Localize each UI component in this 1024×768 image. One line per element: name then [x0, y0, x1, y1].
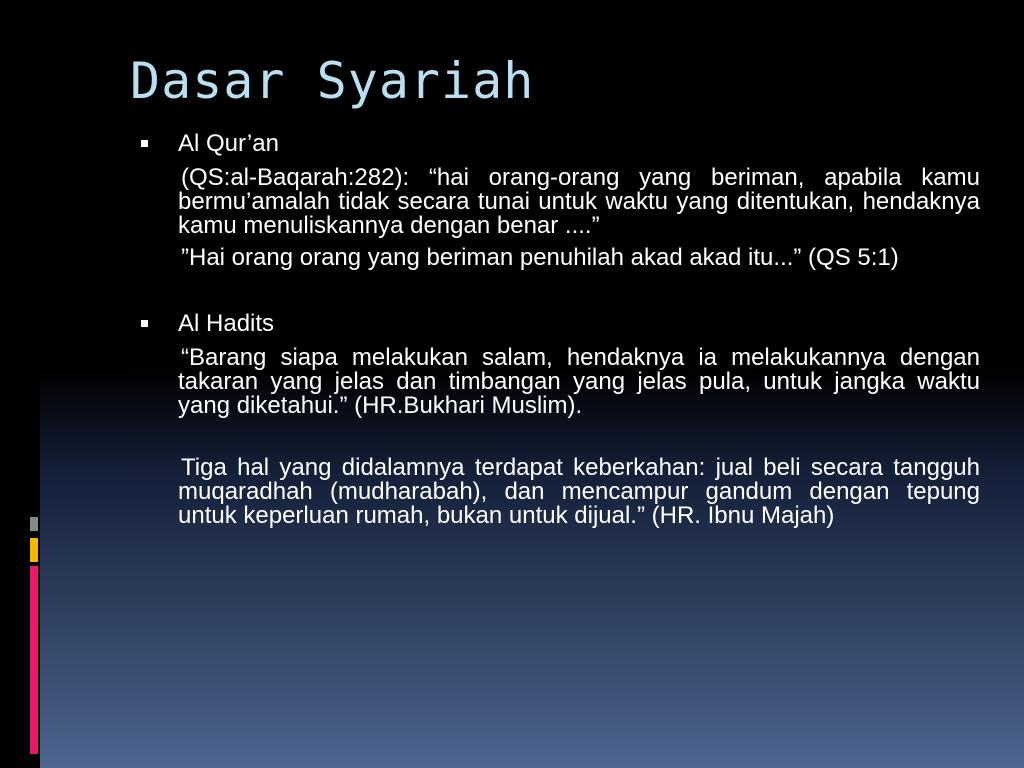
paragraph-text: (QS:al-Baqarah:282): “hai orang-orang yang beriman, apabila kamu bermu’amalah tidak secara tunai untuk waktu yang ditentukan, hendaknya kamu menuliskannya dengan benar ....” [178, 164, 980, 239]
paragraph-text: “Barang siapa melakukan salam, hendaknya ia melakukannya dengan takaran yang jelas dan timbangan yang jelas pula, untuk jangka waktu yang diketahui.” (HR.Bukhari Muslim). [178, 344, 980, 419]
hadits-paragraph-2 [178, 456, 980, 528]
slide-title: Dasar Syariah [130, 52, 535, 110]
slide-content [138, 130, 980, 528]
accent-bar-pink [30, 566, 38, 754]
square-bullet-icon [141, 320, 148, 327]
paragraph-text: Tiga hal yang didalamnya terdapat keberkahan: jual beli secara tangguh muqaradhah (mudharabah), dan mencampur gandum dengan tepung untuk keperluan rumah, bukan untuk dijual.” (HR. Ibnu Majah) [178, 454, 980, 529]
accent-bar-yellow [30, 538, 38, 562]
paragraph-text: ”Hai orang orang yang beriman penuhilah akad akad itu...” (QS 5:1) [181, 244, 899, 271]
accent-bar-gray [30, 517, 38, 531]
quran-paragraph-1 [178, 166, 980, 238]
hadits-paragraph-1 [178, 346, 980, 418]
bullet-heading: Al Qur’an [178, 130, 279, 157]
quran-paragraph-2 [178, 246, 980, 270]
bullet-al-quran [138, 130, 980, 158]
bullet-al-hadits [138, 310, 980, 338]
square-bullet-icon [141, 140, 148, 147]
bullet-heading: Al Hadits [178, 310, 275, 337]
